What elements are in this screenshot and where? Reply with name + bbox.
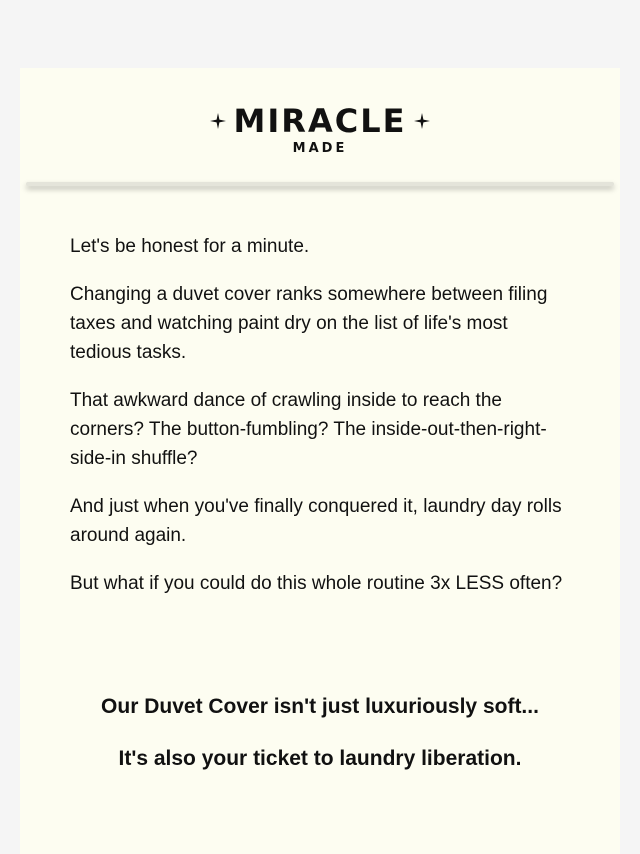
headline-liberation: It's also your ticket to laundry liberation. bbox=[118, 747, 522, 770]
body-paragraph: Changing a duvet cover ranks somewhere between filing taxes and watching paint dry on the list of life's most tedious tasks. bbox=[70, 284, 548, 363]
body-paragraph: But what if you could do this whole routine 3x LESS often? bbox=[70, 573, 563, 594]
body-paragraph: That awkward dance of crawling inside to reach the corners? The button-fumbling? The inside-out-then-right-side-in shuffle? bbox=[70, 390, 547, 469]
email-card bbox=[20, 68, 620, 854]
logo-wordmark-row bbox=[20, 104, 620, 138]
email-body bbox=[70, 232, 574, 617]
header-divider bbox=[26, 182, 614, 186]
star-icon bbox=[414, 113, 430, 129]
star-icon bbox=[210, 113, 226, 129]
email-header bbox=[20, 68, 620, 184]
brand-name: MIRACLE bbox=[233, 102, 407, 140]
brand-logo[interactable] bbox=[20, 104, 620, 156]
body-paragraph: And just when you've finally conquered it, laundry day rolls around again. bbox=[70, 496, 562, 546]
body-paragraph: Let's be honest for a minute. bbox=[70, 236, 310, 257]
brand-subtitle: MADE bbox=[292, 141, 348, 156]
headline-soft: Our Duvet Cover isn't just luxuriously soft... bbox=[101, 695, 539, 718]
